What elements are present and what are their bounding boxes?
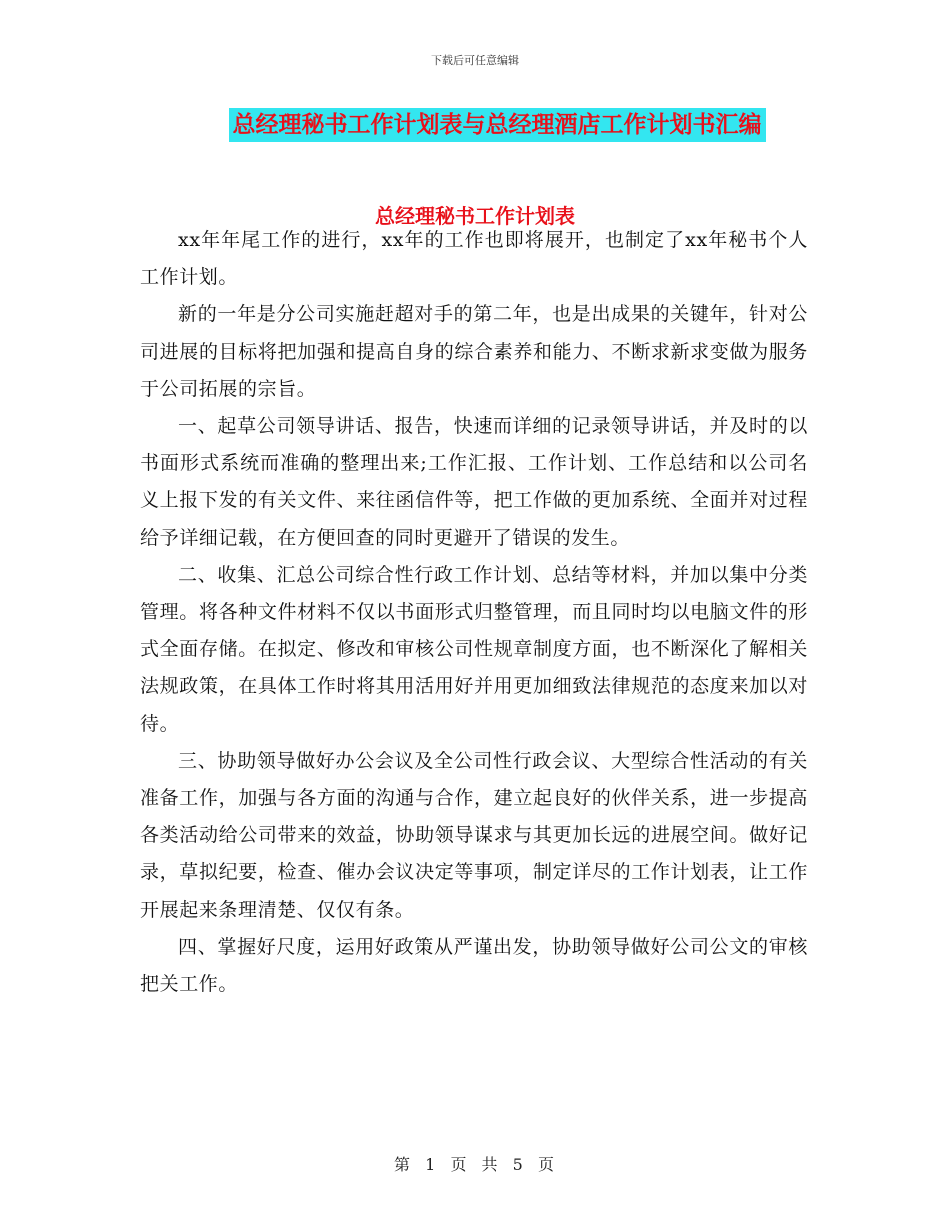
- paragraph-item-1: 一、起草公司领导讲话、报告，快速而详细的记录领导讲话，并及时的以书面形式系统而准确的整理出来;工作汇报、工作计划、工作总结和以公司名义上报下发的有关文件、来往函信件等，把工作做的更加系统、全面并对过程给予详细记载，在方便回查的同时更避开了错误的发生。: [140, 415, 808, 549]
- section-heading: 总经理秘书工作计划表: [375, 204, 575, 228]
- paragraph-intro: xx年年尾工作的进行，xx年的工作也即将展开，也制定了xx年秘书个人工作计划。: [140, 229, 808, 289]
- document-title-wrap: [0, 108, 950, 142]
- footer-label-total: 共: [481, 1155, 500, 1174]
- footer-current-page: 1: [425, 1155, 438, 1174]
- paragraph-goal: 新的一年是分公司实施赶超对手的第二年，也是出成果的关键年，针对公司进展的目标将把加强和提高自身的综合素养和能力、不断求新求变做为服务于公司拓展的宗旨。: [140, 303, 808, 400]
- paragraph-item-3: 三、协助领导做好办公会议及全公司性行政会议、大型综合性活动的有关准备工作，加强与各方面的沟通与合作，建立起良好的伙伴关系，进一步提高各类活动给公司带来的效益，协助领导谋求与其更加长远的进展空间。做好记录，草拟纪要，检查、催办会议决定等事项，制定详尽的工作计划表，让工作开展起来条理清楚、仅仅有条。: [140, 749, 808, 921]
- paragraph-item-2: 二、收集、汇总公司综合性行政工作计划、总结等材料，并加以集中分类管理。将各种文件材料不仅以书面形式归整管理，而且同时均以电脑文件的形式全面存储。在拟定、修改和审核公司性规章制度方面，也不断深化了解相关法规政策，在具体工作时将其用活用好并用更加细致法律规范的态度来加以对待。: [140, 563, 808, 735]
- header-note: 下载后可任意编辑: [431, 54, 519, 67]
- footer-label-page-unit: 页: [450, 1155, 469, 1174]
- footer-label-total-unit: 页: [537, 1155, 556, 1174]
- footer-total-pages: 5: [512, 1155, 525, 1174]
- document-body: [140, 222, 808, 1003]
- paragraph-item-4: 四、掌握好尺度，运用好政策从严谨出发，协助领导做好公司公文的审核把关工作。: [140, 935, 808, 996]
- footer-label-page: 第: [394, 1155, 413, 1174]
- document-title: 总经理秘书工作计划表与总经理酒店工作计划书汇编: [229, 108, 766, 142]
- page-footer: [0, 1152, 950, 1175]
